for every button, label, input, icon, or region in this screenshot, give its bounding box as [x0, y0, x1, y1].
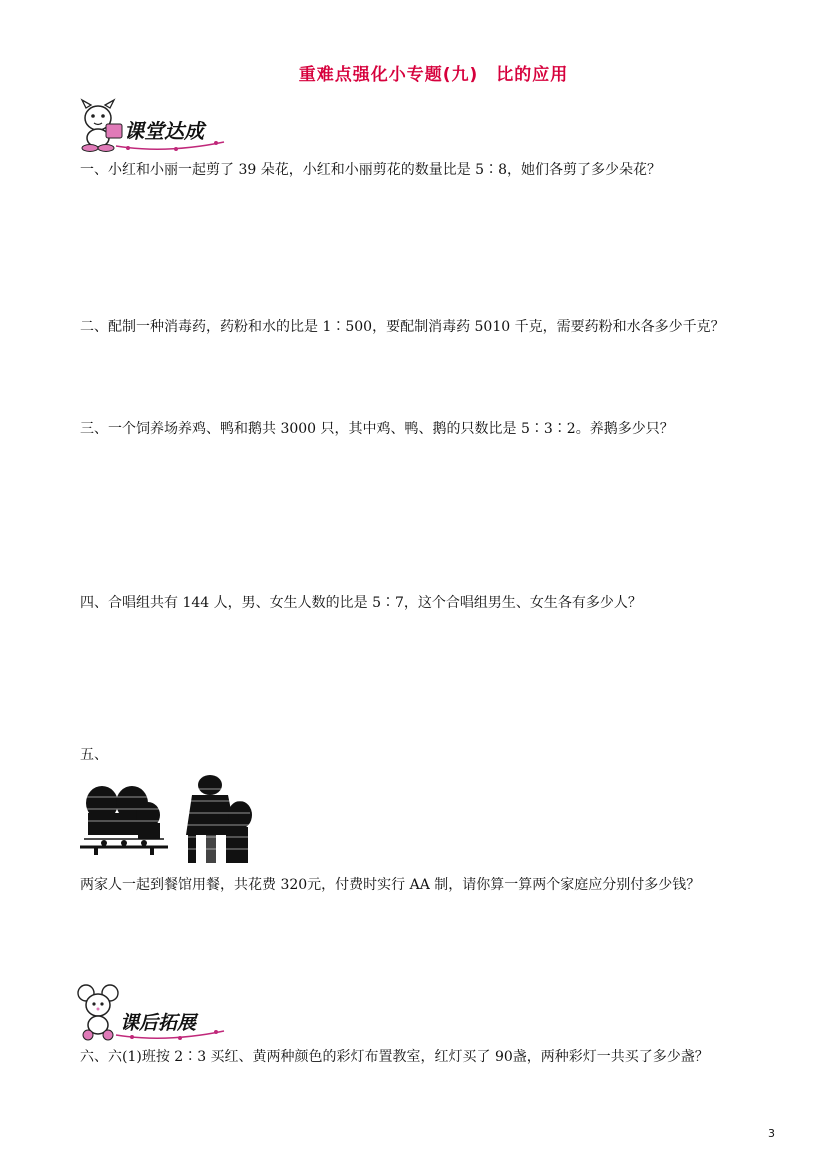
section-badge-after-class: [76, 983, 226, 1043]
question-4: 四、合唱组共有 144 人，男、女生人数的比是 5∶7，这个合唱组男生、女生各有多少人？: [80, 595, 642, 611]
family-illustration: [80, 775, 260, 869]
cartoon-mouse-icon: [76, 983, 226, 1043]
cartoon-sheep-icon: [76, 96, 226, 156]
question-5: 两家人一起到餐馆用餐，共花费 320元，付费时实行 AA 制，请你算一算两个家庭应分别付多少钱？: [80, 877, 701, 893]
question-6: 六、六(1)班按 2∶3 买红、黄两种颜色的彩灯布置教室，红灯买了 90盏，两种彩灯一共买了多少盏？: [80, 1049, 709, 1065]
question-3: 三、一个饲养场养鸡、鸭和鹅共 3000 只，其中鸡、鸭、鹅的只数比是 5∶3∶2。养鹅多少只？: [80, 421, 674, 437]
question-1: 一、小红和小丽一起剪了 39 朵花，小红和小丽剪花的数量比是 5∶8，她们各剪了多少朵花？: [80, 162, 661, 178]
question-2: 二、配制一种消毒药，药粉和水的比是 1∶500，要配制消毒药 5010 千克，需要药粉和水各多少千克？: [80, 319, 725, 335]
page-number: 3: [768, 1127, 775, 1140]
question-5-label: 五、: [80, 747, 108, 763]
section-label-after-class: 课后拓展: [120, 1012, 197, 1034]
section-badge-in-class: [76, 96, 226, 156]
section-label-in-class: 课堂达成: [124, 119, 204, 143]
page-title: 重难点强化小专题(九) 比的应用: [298, 65, 569, 85]
family-silhouette-icon: [80, 775, 260, 865]
